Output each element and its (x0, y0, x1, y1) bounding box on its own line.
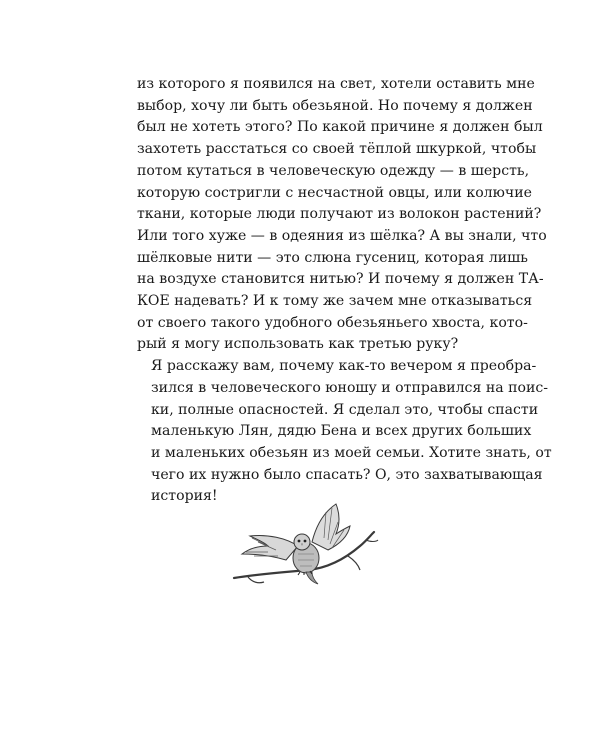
body-text (137, 74, 552, 508)
text-line: потом кутаться в человеческую одежду — в шерсть, (137, 162, 530, 179)
paragraph (137, 74, 547, 356)
text-line: рый я могу использовать как третью руку? (137, 336, 459, 353)
text-line: ткани, которые люди получают из волокон растений? (137, 206, 542, 223)
owl-on-branch-icon (228, 498, 380, 590)
text-line: на воздухе становится нитью? И почему я должен ТА- (137, 271, 544, 288)
text-line: был не хотеть этого? По какой причине я должен был (137, 119, 543, 136)
text-line: выбор, хочу ли быть обезьяной. Но почему я должен (137, 97, 533, 114)
paragraph (137, 356, 552, 508)
text-line: зился в человеческого юношу и отправился на поис- (151, 379, 549, 396)
text-line: шёлковые нити — это слюна гусениц, которая лишь (137, 249, 528, 266)
text-line: чего их нужно было спасать? О, это захватывающая (151, 466, 543, 483)
text-line: из которого я появился на свет, хотели оставить мне (137, 76, 535, 92)
text-line: от своего такого удобного обезьяньего хвоста, кото- (137, 314, 528, 331)
text-line: маленькую Лян, дядю Бена и всех других больших (151, 423, 532, 440)
text-line: Я расскажу вам, почему как-то вечером я преобра- (151, 358, 537, 375)
text-line: захотеть расстаться со своей тёплой шкуркой, чтобы (137, 141, 537, 158)
text-line: КОЕ надевать? И к тому же зачем мне отказываться (137, 293, 533, 310)
text-line: и маленьких обезьян из моей семьи. Хотите знать, от (151, 444, 552, 461)
text-line: Или того хуже — в одеяния из шёлка? А вы знали, что (137, 227, 547, 244)
text-line: которую состригли с несчастной овцы, или колючие (137, 184, 532, 201)
text-line: история! (151, 488, 218, 505)
text-line: ки, полные опасностей. Я сделал это, чтобы спасти (151, 401, 539, 418)
